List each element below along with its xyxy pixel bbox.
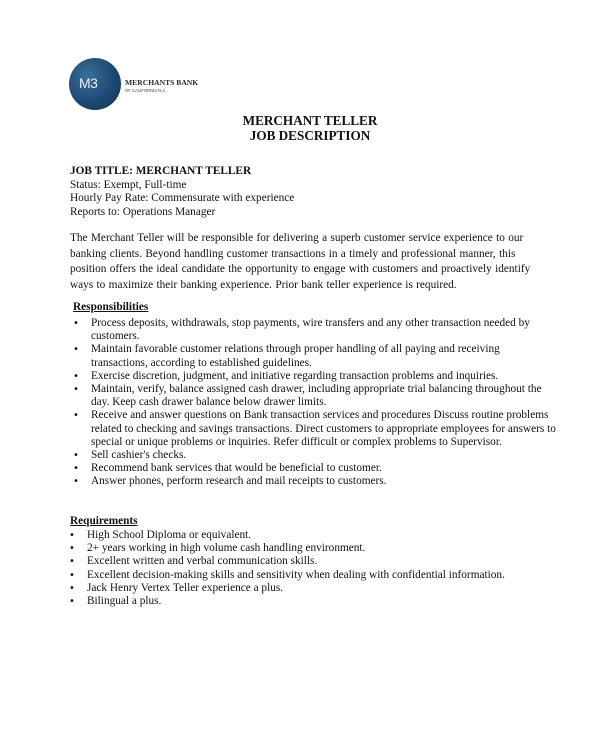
bullet-icon: • bbox=[73, 450, 79, 462]
job-reports-to: Reports to: Operations Manager bbox=[70, 205, 216, 218]
bullet-icon: • bbox=[69, 530, 75, 541]
requirement-item bbox=[69, 595, 557, 608]
requirement-item bbox=[69, 542, 557, 555]
requirement-item-text: Jack Henry Vertex Teller experience a plus. bbox=[87, 581, 284, 594]
logo-bank-name: MERCHANTS BANK bbox=[125, 78, 199, 87]
requirement-item bbox=[69, 581, 557, 595]
bullet-icon: • bbox=[73, 410, 79, 422]
bullet-icon: • bbox=[69, 569, 75, 581]
bullet-icon: • bbox=[69, 556, 75, 568]
logo-subtitle: OF CALIFORNIA N.A. bbox=[125, 88, 167, 93]
bullet-icon: • bbox=[73, 384, 79, 396]
title-line-2: JOB DESCRIPTION bbox=[249, 128, 371, 143]
requirement-item bbox=[69, 568, 557, 582]
responsibility-item bbox=[73, 317, 556, 343]
title-line-1: MERCHANT TELLER bbox=[242, 113, 378, 128]
bullet-icon: • bbox=[73, 344, 79, 356]
responsibility-item bbox=[73, 462, 556, 475]
responsibilities-list bbox=[73, 317, 556, 489]
responsibility-item-text: Exercise discretion, judgment, and initiative regarding transaction problems and inquiries. bbox=[91, 369, 499, 382]
bullet-icon: • bbox=[69, 582, 75, 594]
requirement-item-text: Bilingual a plus. bbox=[87, 595, 162, 608]
requirement-item-text: High School Diploma or equivalent. bbox=[87, 529, 252, 541]
requirements-list bbox=[69, 529, 557, 608]
responsibility-item bbox=[73, 475, 556, 488]
logo-emblem bbox=[69, 58, 121, 110]
intro-paragraph: The Merchant Teller will be responsible for delivering a superb customer service experience to our banking clients. Beyond handling customer transactions in a timely and professional manner, this position offers the ideal candidate the opportunity to engage with customers and proactively identify ways to maximize their banking experience. Prior bank teller experience is required. bbox=[70, 232, 531, 291]
job-title-heading: JOB TITLE: MERCHANT TELLER bbox=[70, 165, 252, 177]
bullet-icon: • bbox=[73, 463, 79, 475]
responsibility-item-text: Maintain, verify, balance assigned cash drawer, including appropriate trial balancing throughout the day. Keep cash drawer balance below drawer limits. bbox=[91, 383, 542, 409]
requirement-item-text: 2+ years working in high volume cash handling environment. bbox=[87, 542, 366, 555]
responsibility-item bbox=[73, 343, 556, 369]
bullet-icon: • bbox=[73, 370, 79, 382]
responsibility-item-text: Maintain favorable customer relations through proper handling of all paying and receiving transactions, according to established guidelines. bbox=[91, 343, 500, 369]
responsibility-item bbox=[73, 449, 556, 462]
requirement-item-text: Excellent decision-making skills and sensitivity when dealing with confidential information. bbox=[87, 568, 505, 581]
requirement-item bbox=[69, 555, 557, 568]
job-pay-rate: Hourly Pay Rate: Commensurate with experience bbox=[70, 192, 295, 204]
job-status: Status: Exempt, Full-time bbox=[70, 178, 187, 191]
responsibility-item-text: Process deposits, withdrawals, stop payments, wire transfers and any other transaction needed by customers. bbox=[91, 317, 530, 343]
bullet-icon: • bbox=[73, 476, 79, 488]
responsibility-item bbox=[73, 369, 556, 383]
merchants-bank-logo bbox=[69, 58, 209, 112]
bullet-icon: • bbox=[73, 318, 79, 329]
responsibility-item bbox=[73, 409, 556, 449]
responsibility-item-text: Recommend bank services that would be beneficial to customer. bbox=[91, 462, 382, 475]
responsibilities-heading: Responsibilities bbox=[73, 301, 149, 313]
bullet-icon: • bbox=[69, 543, 75, 555]
requirement-item-text: Excellent written and verbal communication skills. bbox=[87, 555, 318, 568]
logo-mark: M3 bbox=[79, 75, 98, 91]
document-title bbox=[0, 113, 600, 143]
responsibility-item-text: Receive and answer questions on Bank transaction services and procedures Discuss routine problems related to checking and savings transactions. Direct customers to appropriate employees for answers to special or unique problems or inquiries. Refer difficult or complex problems to Supervisor. bbox=[91, 409, 556, 448]
job-info bbox=[70, 165, 294, 219]
responsibility-item-text: Sell cashier's checks. bbox=[91, 449, 187, 462]
bullet-icon: • bbox=[69, 596, 75, 608]
requirement-item bbox=[69, 529, 557, 542]
responsibility-item-text: Answer phones, perform research and mail receipts to customers. bbox=[91, 475, 387, 488]
requirements-heading: Requirements bbox=[70, 515, 138, 527]
responsibility-item bbox=[73, 383, 556, 409]
